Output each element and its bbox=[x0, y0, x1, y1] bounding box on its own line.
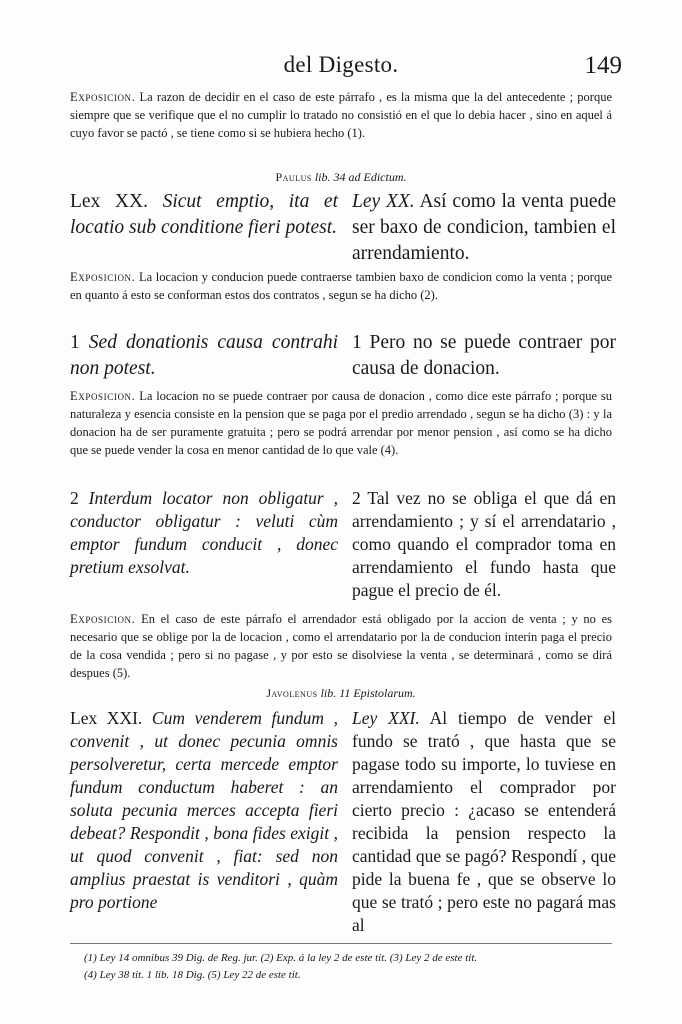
spanish-text: Así como la venta puede ser baxo de condicion, tambien el arrendamiento. bbox=[352, 191, 616, 264]
footnote-line-2: (4) Ley 38 tit. 1 lib. 18 Dig. (5) Ley 22 de este tit. bbox=[84, 969, 301, 981]
paragraph-number: 1 bbox=[352, 332, 362, 353]
ley-heading: Ley XXI. bbox=[352, 708, 420, 728]
paragraph-2-latin bbox=[70, 487, 338, 579]
spanish-text: Tal vez no se obliga el que dá en arrendamiento ; y sí el arrendatario , como quando el comprador toma en arrendamiento el fundo hasta que pague el precio de él. bbox=[352, 488, 616, 600]
commentary-text: La locacion y conducion puede contraerse tambien baxo de condicion como la venta ; porque en quanto á esto se conforman estos dos contratos , segun se ha dicho (2). bbox=[70, 270, 612, 302]
commentary-label: Exposicion. bbox=[70, 612, 136, 626]
paragraph-1-latin bbox=[70, 330, 338, 382]
commentary-text: La locacion no se puede contraer por causa de donacion , como dice este párrafo ; porque su naturaleza y esencia consiste en la pension que se paga por el predio arrendado , segun se ha dicho (3) : y la donacion ha de ser puramente gratuita ; pero se podrá arrendar por menor pension , así como se ha dicho que se puede vender la cosa en menor cantidad de lo que vale (4). bbox=[70, 389, 613, 457]
commentary-label: Exposicion. bbox=[70, 270, 136, 284]
commentary-2 bbox=[70, 268, 612, 304]
paragraph-number: 2 bbox=[70, 488, 79, 508]
paragraph-2-spanish bbox=[352, 487, 616, 602]
commentary-4 bbox=[70, 610, 612, 682]
lex-heading: Lex XXI. bbox=[70, 708, 143, 728]
running-header: del Digesto. bbox=[283, 52, 399, 77]
commentary-text: En el caso de este párrafo el arrendador está obligado por la accion de venta ; y no es necesario que se oblige por la de locacion , como el arrendatario por la de conducion interin paga el precio de la cosa vendida ; pero si no pagase , y por esto se disolviese la venta , se determinará , como se dirá despues (5). bbox=[70, 612, 612, 680]
latin-text: Sed donationis causa contrahi non potest. bbox=[70, 332, 338, 379]
paragraph-1-spanish bbox=[352, 330, 616, 382]
footnote-line-1: (1) Ley 14 omnibus 39 Dig. de Reg. jur. (2) Exp. á la ley 2 de este tit. (3) Ley 2 de este tit. bbox=[84, 952, 478, 964]
paragraph-number: 1 bbox=[70, 332, 80, 353]
paragraph-number: 2 bbox=[352, 488, 361, 508]
commentary-1 bbox=[70, 88, 612, 142]
commentary-text: La razon de decidir en el caso de este párrafo , es la misma que la del antecedente ; porque siempre que se verifique que el no cumplir lo tratado no consistió en el que lo debia hacer , sino en aquel á cuyo favor se pactó , se tiene como si se hubiera hecho (1). bbox=[70, 90, 612, 140]
lex-heading: Lex XX. bbox=[70, 191, 148, 212]
commentary-label: Exposicion. bbox=[70, 90, 136, 104]
source-citation-2 bbox=[0, 686, 682, 701]
page-number: 149 bbox=[584, 52, 622, 79]
commentary-3 bbox=[70, 387, 612, 459]
source-author: Javolenus bbox=[266, 686, 318, 700]
latin-text: Interdum locator non obligatur , conductor obligatur : veluti cùm emptor fundum conducit , donec pretium exsolvat. bbox=[70, 488, 338, 577]
ley-heading: Ley XX. bbox=[352, 191, 415, 212]
spanish-text: Pero no se puede contraer por causa de donacion. bbox=[352, 332, 617, 379]
spanish-text: Al tiempo de vender el fundo se trató , que hasta que se pagase todo su importe, lo tuviese en arrendamiento el comprador por cierto precio : ¿acaso se entenderá recibida la pension respecto la cantidad que se pagó? Respondí , que pide la buena fe , que se observe lo que se trató ; pero este no pagará mas al bbox=[352, 708, 616, 935]
lex-20-latin bbox=[70, 189, 338, 241]
latin-text: Cum venderem fundum , convenit , ut donec pecunia omnis persolveretur, certa mercede emptor fundum conductum haberet : an soluta pecunia merces accepta fieri debeat? Respondit , bona fides exigit , ut quod convenit , fiat: sed non amplius praestat is venditori , quàm pro portione bbox=[70, 708, 339, 912]
lex-20-spanish bbox=[352, 189, 616, 267]
lex-21-spanish bbox=[352, 707, 616, 937]
commentary-label: Exposicion. bbox=[70, 389, 136, 403]
latin-text: Sicut emptio, ita et locatio sub conditione fieri potest. bbox=[70, 191, 338, 238]
footnote-divider bbox=[70, 943, 612, 944]
source-citation-1 bbox=[0, 170, 682, 185]
source-work: lib. 34 ad Edictum. bbox=[314, 170, 407, 184]
lex-21-latin bbox=[70, 707, 338, 914]
source-author: Paulus bbox=[275, 170, 312, 184]
source-work: lib. 11 Epistolarum. bbox=[320, 686, 416, 700]
